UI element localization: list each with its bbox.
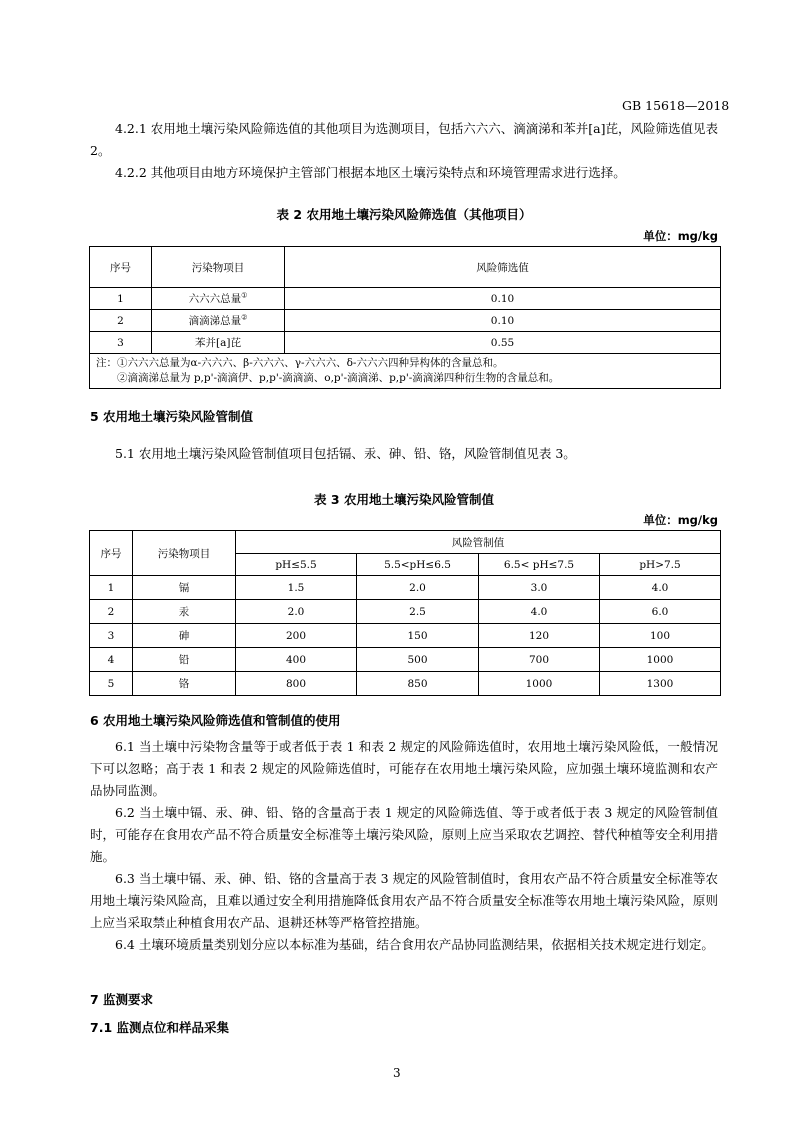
- table3-header-item: 污染物项目: [133, 531, 236, 576]
- section6-body: [90, 736, 718, 956]
- row-item: 滴滴涕总量②: [152, 310, 285, 332]
- row-value: 2.0: [236, 600, 357, 624]
- row-item: 苯并[a]芘: [152, 332, 285, 354]
- table-row: [90, 648, 721, 672]
- row-value: 850: [357, 672, 479, 696]
- row-value: 2.0: [357, 576, 479, 600]
- table-row: [90, 288, 721, 310]
- table2-header-no: 序号: [90, 247, 152, 288]
- section7-heading: 7 监测要求: [90, 992, 154, 1007]
- row-value: 0.55: [285, 332, 721, 354]
- table-row: [90, 576, 721, 600]
- row-value: 800: [236, 672, 357, 696]
- row-item: 镉: [133, 576, 236, 600]
- table2-header-value: 风险筛选值: [285, 247, 721, 288]
- row-no: 1: [90, 288, 152, 310]
- table2-caption: 表 2 农用地土壤污染风险筛选值（其他项目）: [276, 207, 532, 222]
- table-row: [90, 624, 721, 648]
- table2-note-row: [90, 354, 721, 389]
- row-value: 1300: [600, 672, 721, 696]
- table2-note: [90, 354, 721, 389]
- ph-header: pH>7.5: [600, 554, 721, 576]
- para-6-1: 6.1 当土壤中污染物含量等于或者低于表 1 和表 2 规定的风险筛选值时，农用地土壤污染风险低，一般情况下可以忽略；高于表 1 和表 2 规定的风险筛选值时，可能存在农用地土壤污染风险，应加强土壤环境监测和农产品协同监测。: [90, 739, 718, 798]
- row-value: 2.5: [357, 600, 479, 624]
- row-value: 1000: [600, 648, 721, 672]
- table3-unit: 单位：mg/kg: [643, 513, 718, 527]
- para-6-2: 6.2 当土壤中镉、汞、砷、铅、铬的含量高于表 1 规定的风险筛选值、等于或者低于表 3 规定的风险管制值时，可能存在食用农产品不符合质量安全标准等土壤污染风险，原则上应当采取农艺调控、替代种植等安全利用措施。: [90, 805, 718, 864]
- row-value: 4.0: [600, 576, 721, 600]
- table2-header-row: [90, 247, 721, 288]
- row-item: 砷: [133, 624, 236, 648]
- table3-header-row: [90, 531, 721, 554]
- row-value: 6.0: [600, 600, 721, 624]
- row-no: 2: [90, 310, 152, 332]
- table3-header-no: 序号: [90, 531, 133, 576]
- page-number: 3: [393, 1066, 401, 1080]
- section6-heading: 6 农用地土壤污染风险筛选值和管制值的使用: [90, 713, 341, 728]
- table-row: [90, 310, 721, 332]
- section7-1-heading: 7.1 监测点位和样品采集: [90, 1020, 229, 1035]
- table2: [89, 246, 721, 389]
- ph-header: 6.5< pH≤7.5: [479, 554, 600, 576]
- footnote-mark: ②: [241, 313, 248, 322]
- row-value: 120: [479, 624, 600, 648]
- row-value: 4.0: [479, 600, 600, 624]
- table2-unit: 单位：mg/kg: [643, 229, 718, 243]
- section5-body: [90, 443, 718, 465]
- row-value: 1000: [479, 672, 600, 696]
- row-value: 0.10: [285, 288, 721, 310]
- row-value: 100: [600, 624, 721, 648]
- section5-heading: 5 农用地土壤污染风险管制值: [90, 409, 254, 424]
- row-item: 铅: [133, 648, 236, 672]
- para-4-2-2: 4.2.2 其他项目由地方环境保护主管部门根据本地区土壤污染特点和环境管理需求进行选择。: [115, 165, 626, 180]
- note-2: ②滴滴涕总量为 p,p'-滴滴伊、p,p'-滴滴滴、o,p'-滴滴涕、p,p'-滴滴涕四种衍生物的含量总和。: [117, 372, 560, 384]
- row-value: 150: [357, 624, 479, 648]
- row-no: 2: [90, 600, 133, 624]
- row-no: 3: [90, 624, 133, 648]
- para-4-2-1: 4.2.1 农用地土壤污染风险筛选值的其他项目为选测项目，包括六六六、滴滴涕和苯并[a]芘，风险筛选值见表 2。: [90, 121, 718, 158]
- row-value: 200: [236, 624, 357, 648]
- row-value: 400: [236, 648, 357, 672]
- standard-number: GB 15618—2018: [622, 98, 730, 113]
- row-value: 700: [479, 648, 600, 672]
- intro-section: [90, 118, 718, 184]
- row-value: 0.10: [285, 310, 721, 332]
- table3-header-value: 风险管制值: [236, 531, 721, 554]
- note-1: 注：①六六六总量为α-六六六、β-六六六、γ-六六六、δ-六六六四种异构体的含量总和。: [96, 357, 504, 369]
- row-value: 3.0: [479, 576, 600, 600]
- table2-header-item: 污染物项目: [152, 247, 285, 288]
- row-no: 5: [90, 672, 133, 696]
- table-row: [90, 672, 721, 696]
- ph-header: pH≤5.5: [236, 554, 357, 576]
- para-5-1: 5.1 农用地土壤污染风险管制值项目包括镉、汞、砷、铅、铬，风险管制值见表 3。: [115, 446, 576, 461]
- table3: [89, 530, 721, 696]
- row-item: 六六六总量①: [152, 288, 285, 310]
- table-row: [90, 600, 721, 624]
- row-value: 500: [357, 648, 479, 672]
- row-item: 铬: [133, 672, 236, 696]
- row-item: 汞: [133, 600, 236, 624]
- row-no: 3: [90, 332, 152, 354]
- para-6-3: 6.3 当土壤中镉、汞、砷、铅、铬的含量高于表 3 规定的风险管制值时，食用农产品不符合质量安全标准等农用地土壤污染风险高，且难以通过安全利用措施降低食用农产品不符合质量安全标准等农用地土壤污染风险，原则上应当采取禁止种植食用农产品、退耕还林等严格管控措施。: [90, 871, 718, 930]
- footnote-mark: ①: [241, 291, 248, 300]
- row-value: 1.5: [236, 576, 357, 600]
- row-no: 4: [90, 648, 133, 672]
- row-no: 1: [90, 576, 133, 600]
- ph-header: 5.5<pH≤6.5: [357, 554, 479, 576]
- para-6-4: 6.4 土壤环境质量类别划分应以本标准为基础，结合食用农产品协同监测结果，依据相关技术规定进行划定。: [115, 937, 714, 952]
- table-row: [90, 332, 721, 354]
- table3-caption: 表 3 农用地土壤污染风险管制值: [314, 492, 494, 507]
